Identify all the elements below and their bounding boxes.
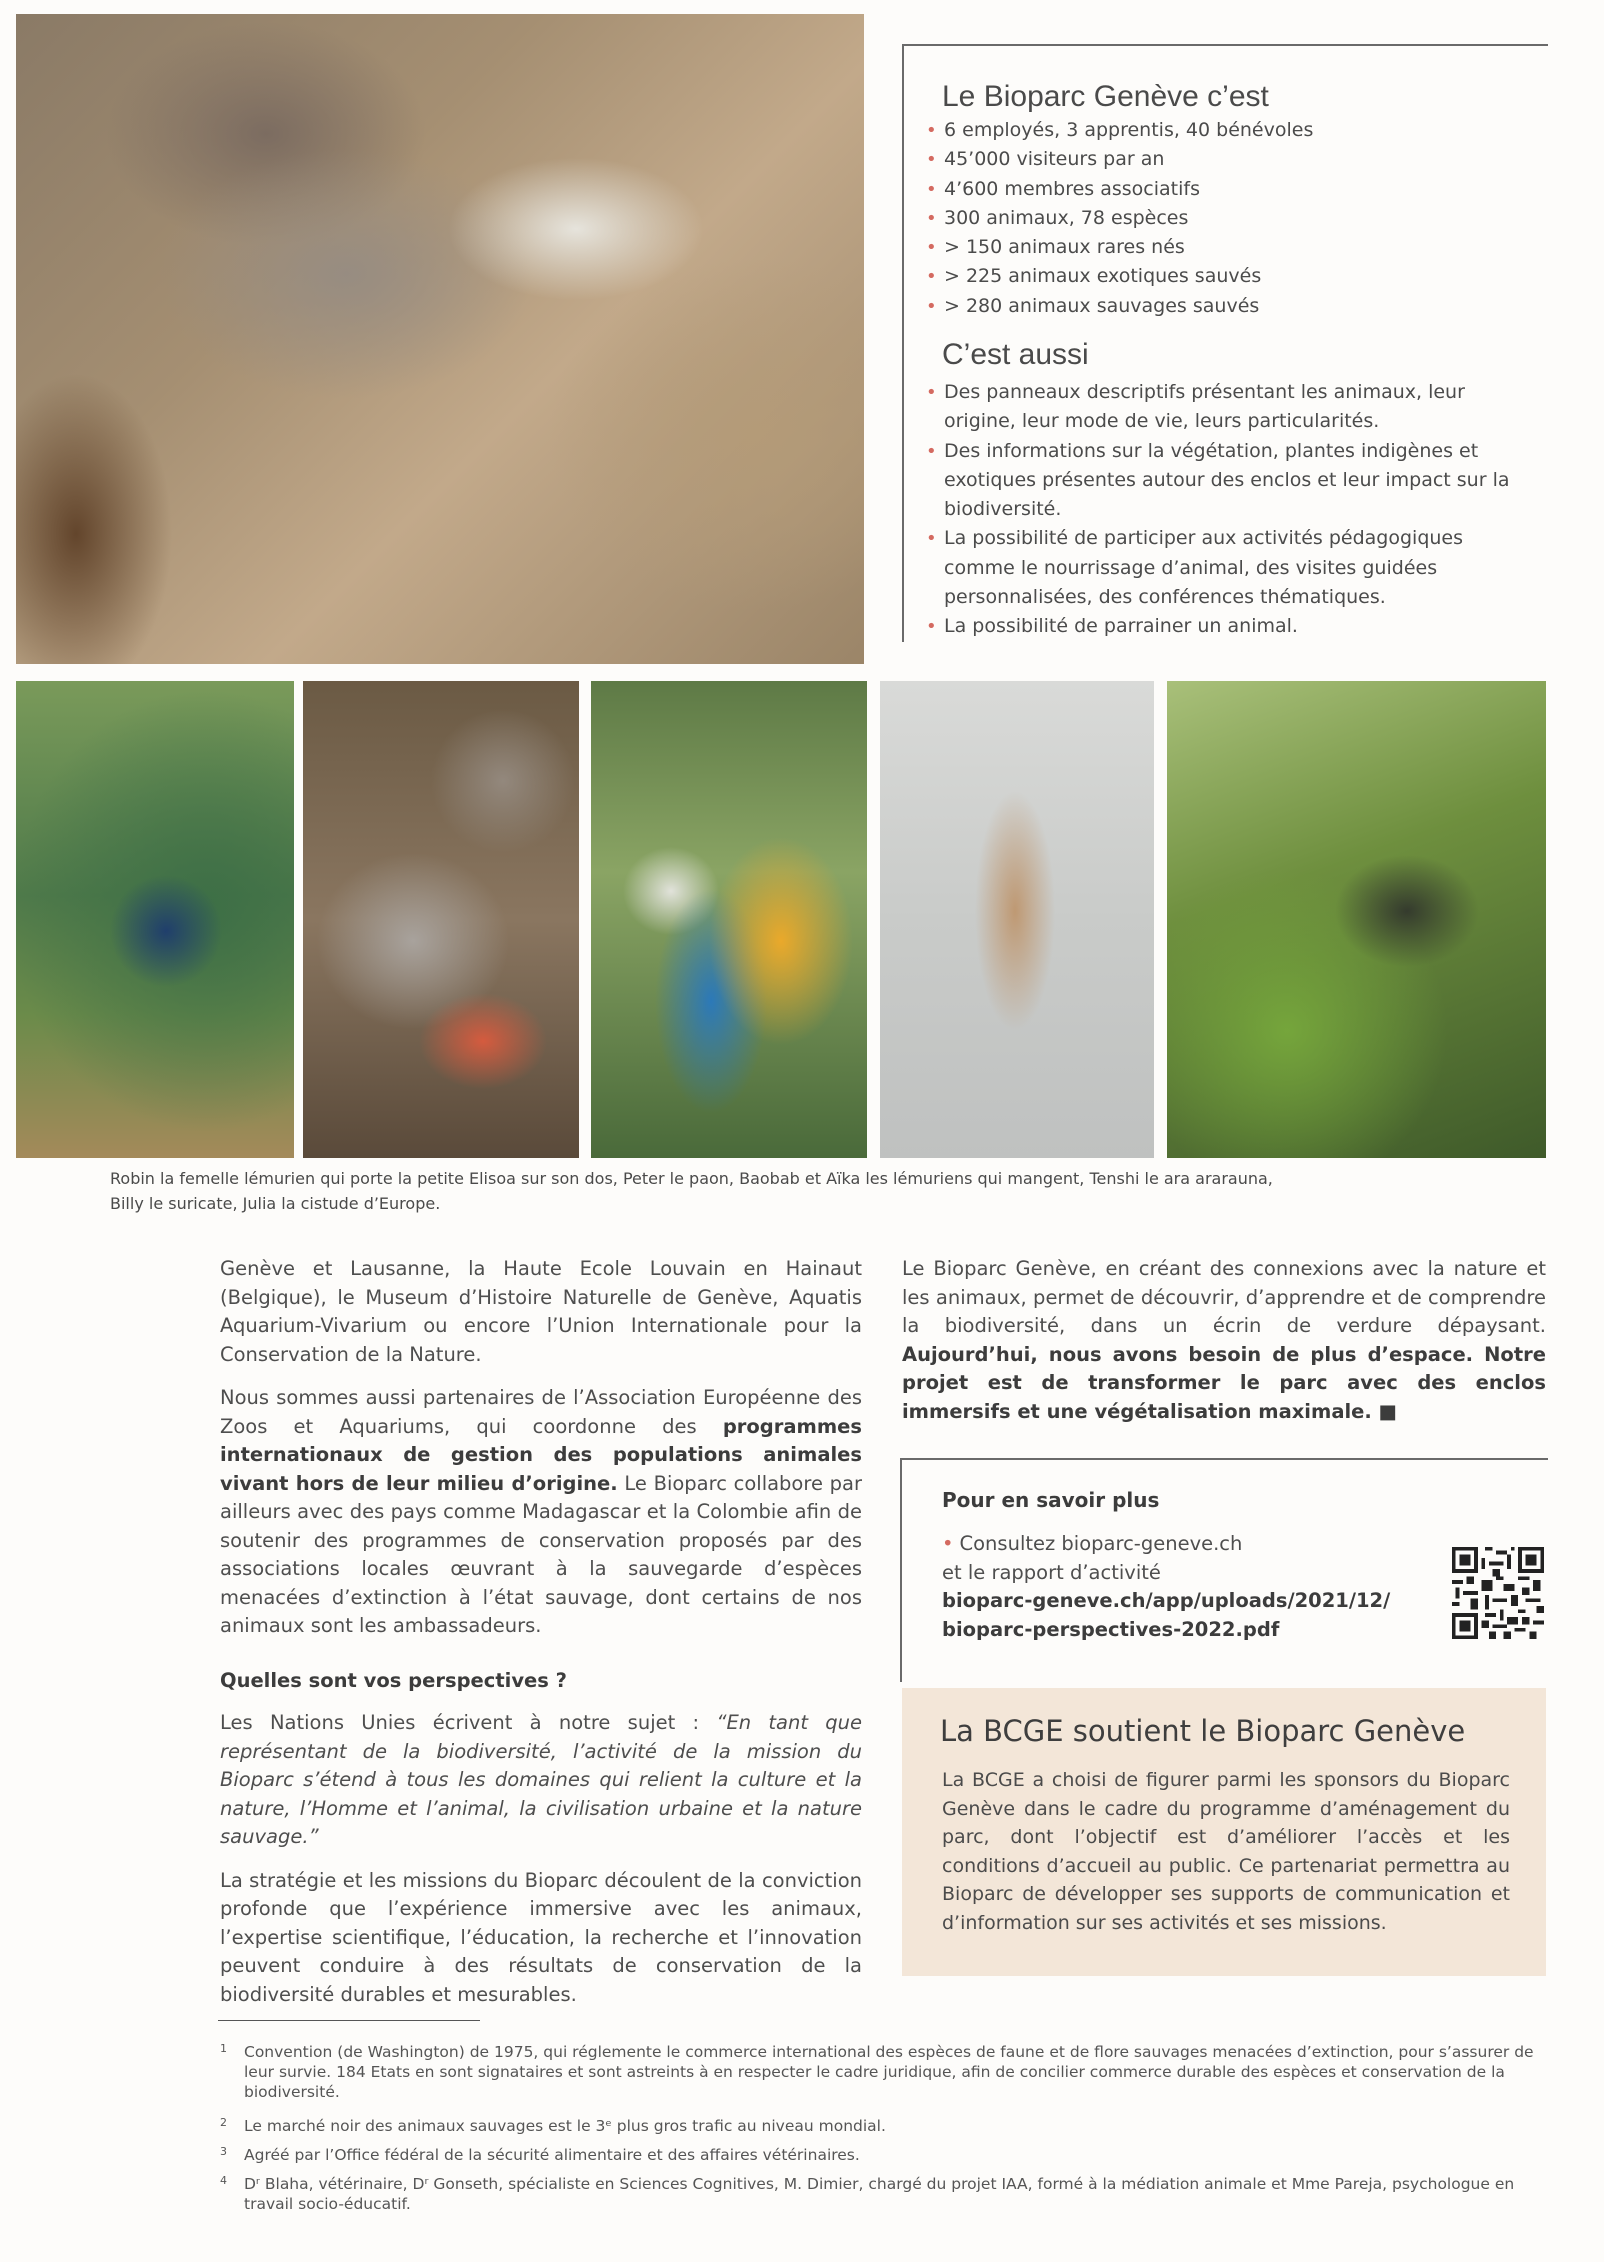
footnote-divider bbox=[218, 2020, 480, 2021]
paragraph-partners: Genève et Lausanne, la Haute Ecole Louvain en Hainaut (Belgique), le Museum d’Histoire Naturelle de Genève, Aquatis Aquarium-Vivarium ou encore l’Union Internationale pour la Conservation de la Nature. bbox=[220, 1257, 862, 1366]
paragraph-strategy: La stratégie et les missions du Bioparc découlent de la conviction profonde que l’expérience immersive avec les animaux, l’expertise scientifique, l’éducation, la recherche et l’innovation peuvent conduire à des résultats de conservation de la biodiversité durables et mesurables. bbox=[220, 1868, 862, 2006]
bioparc-facts-box bbox=[902, 44, 1548, 642]
bcge-title: La BCGE soutient le Bioparc Genève bbox=[940, 1714, 1466, 1748]
bullet-icon: • bbox=[942, 1532, 954, 1555]
photo-caption bbox=[110, 1166, 1510, 1216]
also-item: • Des panneaux descriptifs présentant les animaux, leur origine, leur mode de vie, leurs particularités. bbox=[926, 378, 1516, 437]
caption-line: Billy le suricate, Julia la cistude d’Europe. bbox=[110, 1194, 441, 1213]
learn-more-box bbox=[900, 1458, 1548, 1682]
photo-lemurs-main bbox=[16, 14, 864, 664]
also-item: • La possibilité de participer aux activités pédagogiques comme le nourrissage d’animal, des visites guidées personnalisées, des conférences thématiques. bbox=[926, 524, 1516, 612]
fact-item: • 6 employés, 3 apprentis, 40 bénévoles bbox=[926, 116, 1313, 145]
qr-code-icon[interactable] bbox=[1452, 1547, 1544, 1639]
fact-item: • > 225 animaux exotiques sauvés bbox=[926, 262, 1313, 291]
report-link[interactable]: bioparc-geneve.ch/app/uploads/2021/12/ bbox=[942, 1589, 1391, 1612]
fact-item: • 45’000 visiteurs par an bbox=[926, 145, 1313, 174]
photo-macaw bbox=[591, 681, 867, 1158]
report-link[interactable]: bioparc-perspectives-2022.pdf bbox=[942, 1617, 1280, 1641]
bcge-text: La BCGE a choisi de figurer parmi les sponsors du Bioparc Genève dans le cadre du programme d’aménagement du parc, dont l’objectif est d’améliorer l’accès et les conditions d’accueil au public. Ce partenariat permettra au Bioparc de développer ses supports de communication et d’information sur ses activités et ses missions. bbox=[942, 1769, 1510, 1934]
subhead-perspectives: Quelles sont vos perspectives ? bbox=[220, 1668, 567, 1692]
photo-turtle bbox=[1167, 681, 1546, 1158]
fact-item: • > 150 animaux rares nés bbox=[926, 233, 1313, 262]
also-title: C’est aussi bbox=[942, 338, 1089, 371]
facts-title: Le Bioparc Genève c’est bbox=[942, 80, 1269, 113]
footnote-1: 1 Convention (de Washington) de 1975, qui réglemente le commerce international des espèces de faune et de flore sauvages menacées d’extinction, pour s’assurer de leur survie. 184 Etats en sont signataires et sont astreints à en respecter le cadre juridique, afin de concilier commerce durable des espèces et conservation de la biodiversité. bbox=[220, 2042, 1534, 2101]
caption-line: Robin la femelle lémurien qui porte la petite Elisoa sur son dos, Peter le paon, Baobab et Aïka les lémuriens qui mangent, Tenshi le ara ararauna, bbox=[110, 1169, 1273, 1188]
photo-meerkat bbox=[880, 681, 1154, 1158]
photo-lemurs-eating bbox=[303, 681, 579, 1158]
paragraph-project: Le Bioparc Genève, en créant des connexions avec la nature et les animaux, permet de découvrir, d’apprendre et de comprendre la biodiversité, dans un écrin de verdure dépaysant. Aujourd’hui, nous avons besoin de plus d’espace. Notre projet est de transformer le parc avec des enclos immersifs et une végétalisation maximale. ■ bbox=[902, 1257, 1546, 1423]
learn-more-title: Pour en savoir plus bbox=[942, 1488, 1160, 1512]
learn-more-link[interactable]: Consultez bioparc-geneve.ch bbox=[959, 1532, 1243, 1555]
bcge-sponsor-box bbox=[902, 1688, 1546, 1976]
learn-more-line: et le rapport d’activité bbox=[942, 1560, 1161, 1584]
fact-item: • 4’600 membres associatifs bbox=[926, 175, 1313, 204]
footnote-2: 2 Le marché noir des animaux sauvages est le 3ᵉ plus gros trafic au niveau mondial. bbox=[220, 2116, 886, 2135]
fact-item: • > 280 animaux sauvages sauvés bbox=[926, 292, 1313, 321]
facts-list bbox=[926, 116, 1313, 321]
also-item: • Des informations sur la végétation, plantes indigènes et exotiques présentes autour des enclos et leur impact sur la biodiversité. bbox=[926, 437, 1516, 525]
footnote-4: 4 Dʳ Blaha, vétérinaire, Dʳ Gonseth, spécialiste en Sciences Cognitives, M. Dimier, chargé du projet IAA, formé à la médiation animale et Mme Pareja, psychologue en travail socio-éducatif. bbox=[220, 2174, 1515, 2213]
paragraph-eaza: Nous sommes aussi partenaires de l’Association Européenne des Zoos et Aquariums, qui coordonne des programmes internationaux de gestion des populations animales vivant hors de leur milieu d’origine. Le Bioparc collabore par ailleurs avec des pays comme Madagascar et la Colombie afin de soutenir des programmes de conservation proposés par des associations locales œuvrant à la sauvegarde d’espèces menacées d’extinction à l’état sauvage, dont certains de nos animaux sont les ambassadeurs. bbox=[220, 1386, 862, 1637]
photo-peacock bbox=[16, 681, 294, 1158]
end-mark: ■ bbox=[1371, 1399, 1398, 1423]
left-column bbox=[220, 1255, 862, 2009]
also-list bbox=[926, 378, 1516, 642]
paragraph-un-quote: Les Nations Unies écrivent à notre sujet : “En tant que représentant de la biodiversité, l’activité de la mission du Bioparc s’étend à tous les domaines qui relient la culture et la nature, l’Homme et l’animal, la civilisation urbaine et la nature sauvage.” bbox=[220, 1711, 863, 1848]
fact-item: • 300 animaux, 78 espèces bbox=[926, 204, 1313, 233]
learn-more-text bbox=[942, 1530, 1390, 1644]
footnote-3: 3 Agréé par l’Office fédéral de la sécurité alimentaire et des affaires vétérinaires. bbox=[220, 2145, 860, 2164]
right-column bbox=[902, 1255, 1546, 1426]
also-item: • La possibilité de parrainer un animal. bbox=[926, 612, 1516, 641]
